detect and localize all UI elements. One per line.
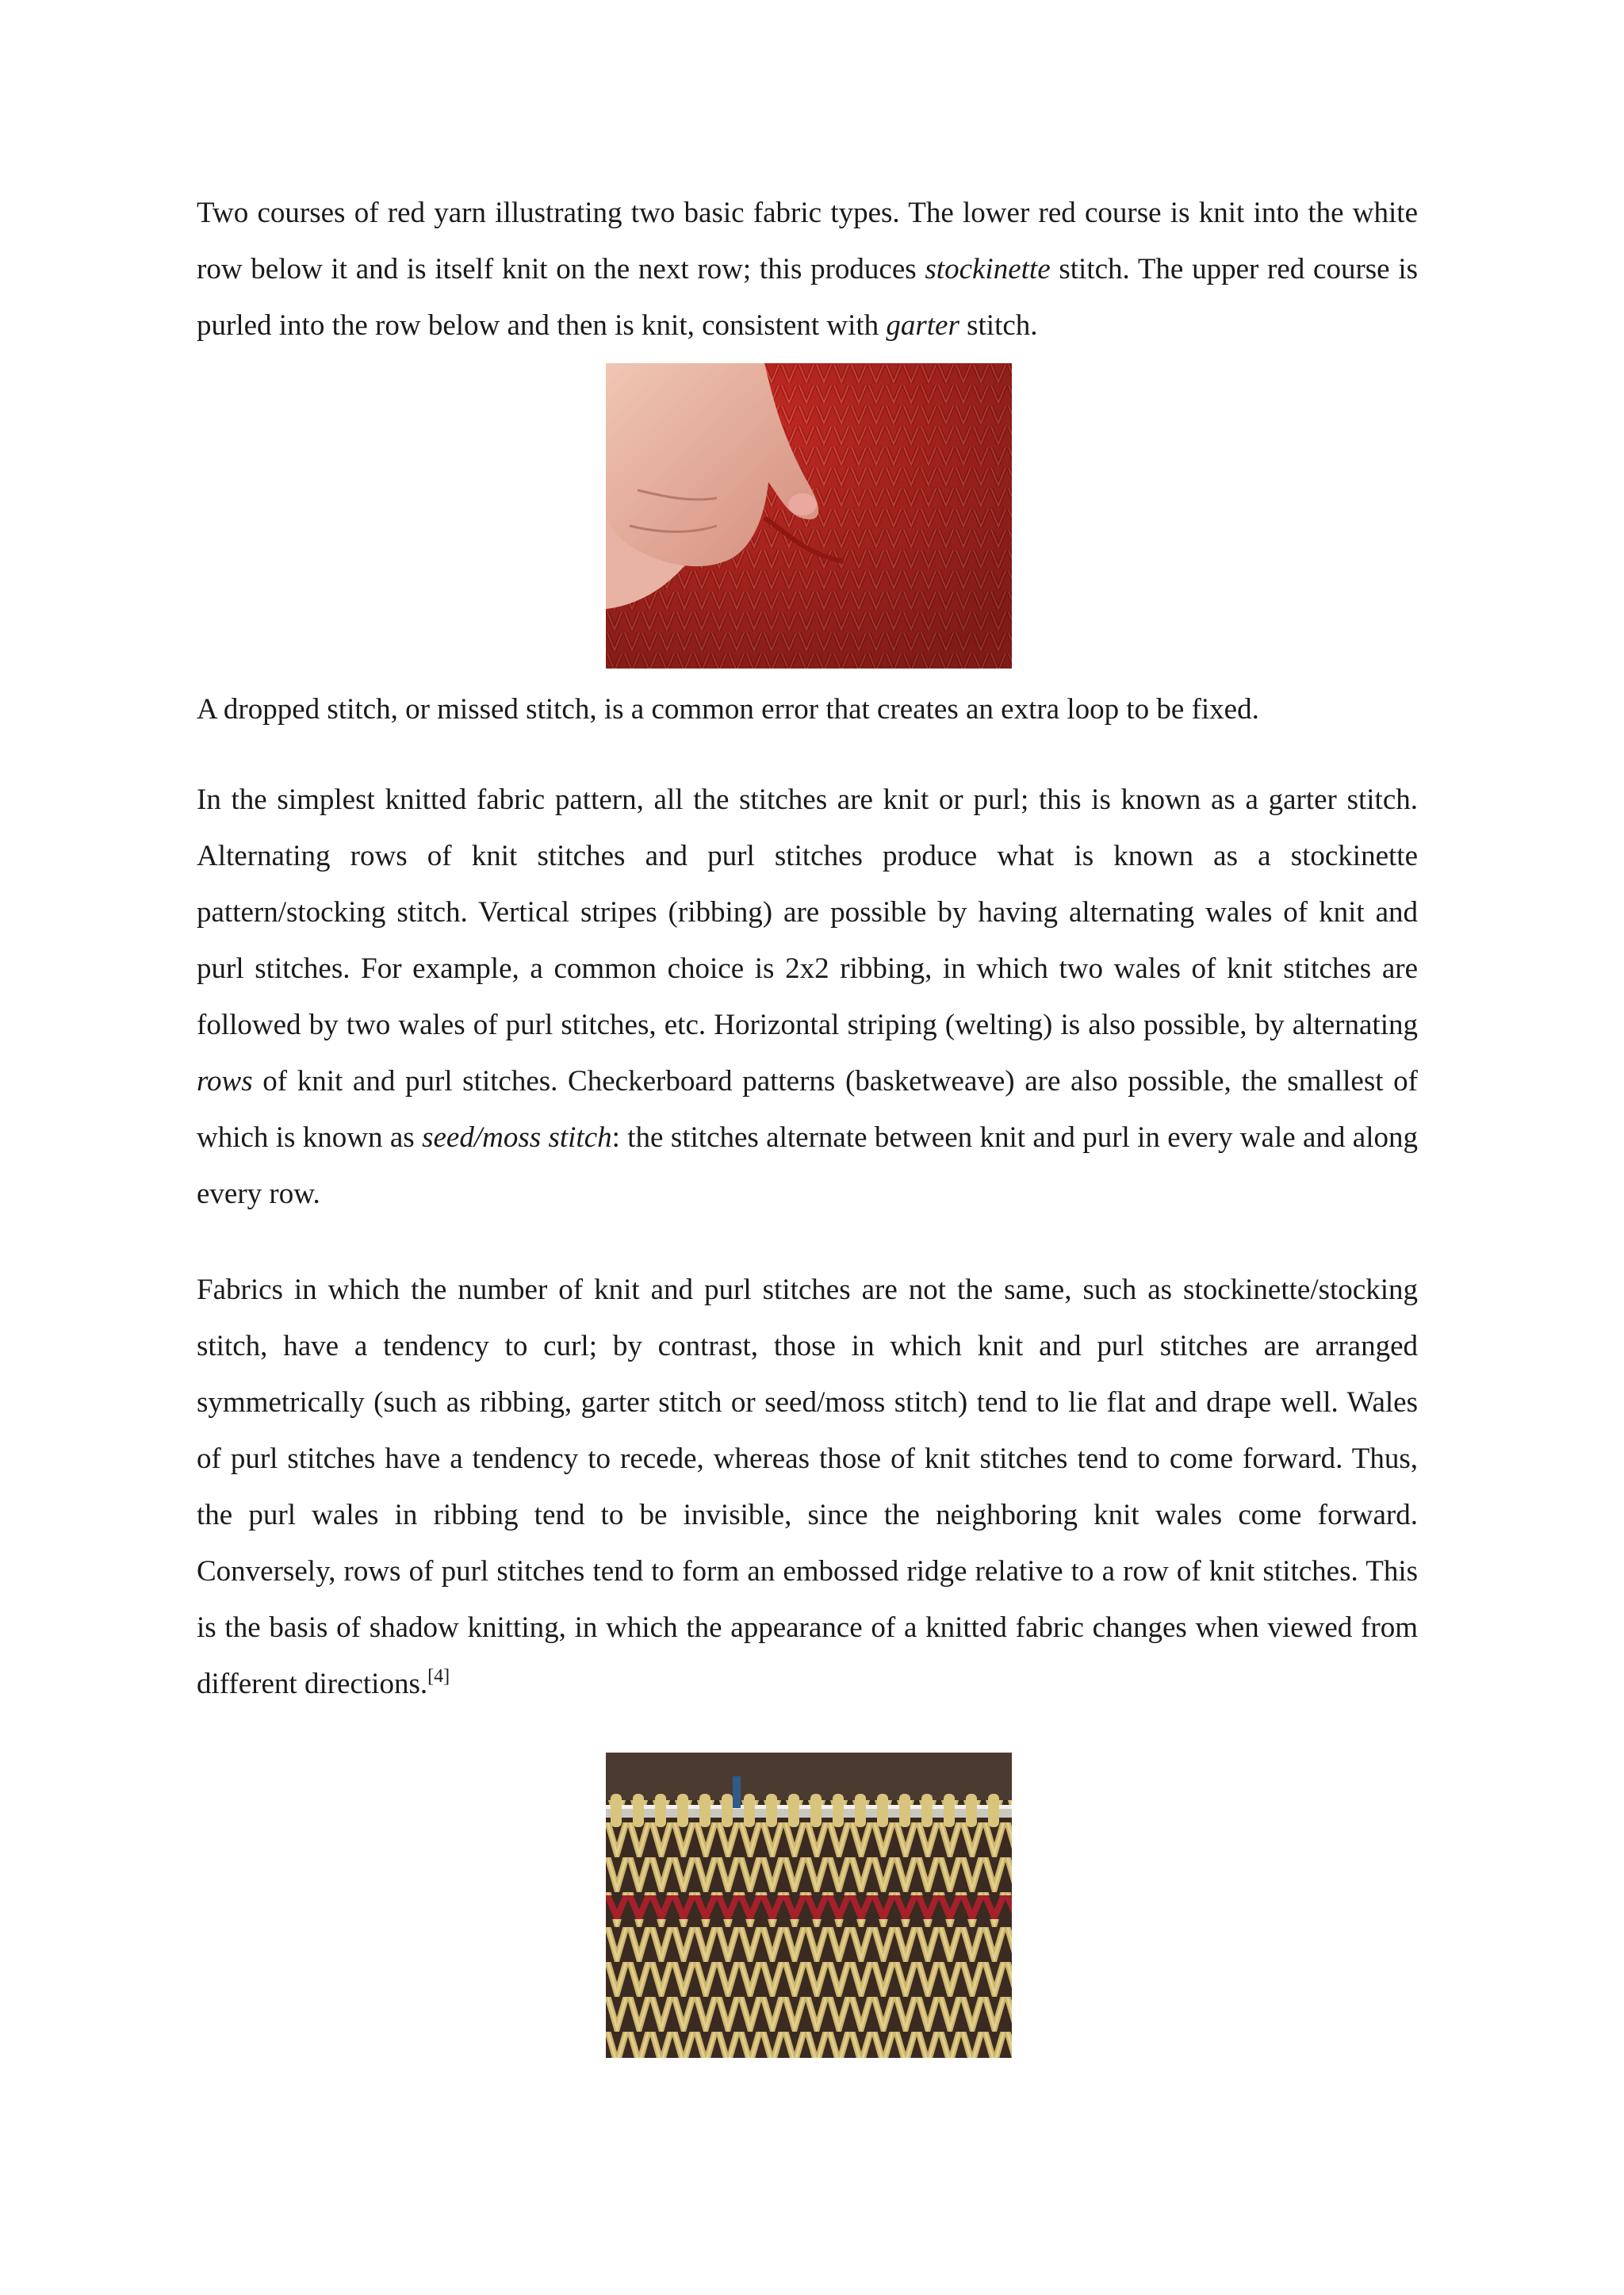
text-segment: stitch. The upper red course is purled into the row below and then is knit, consistent with — [197, 253, 1418, 342]
italic-term: rows — [197, 1065, 253, 1098]
text-segment: : the stitches alternate between knit and purl in every wale and along every row. — [197, 1121, 1418, 1210]
knitting-needle-illustration — [606, 1753, 1012, 2058]
text-segment: A dropped stitch, or missed stitch, is a common error that creates an extra loop to be fixed. — [197, 693, 1259, 726]
italic-term: seed/moss stitch — [422, 1121, 612, 1154]
footnote-reference[interactable]: [4] — [427, 1666, 450, 1687]
text-segment: stitch. — [959, 309, 1038, 342]
text-segment: of knit and purl stitches. Checkerboard patterns (basketweave) are also possible, the smallest of which is known as — [197, 1065, 1418, 1154]
paragraph-stitch-types — [197, 185, 1418, 354]
text-segment: Two courses of red yarn illustrating two basic fabric types. The lower red course is knit into the white row below it and is itself knit on the next row; this produces — [197, 197, 1418, 285]
text-segment: In the simplest knitted fabric pattern, all the stitches are knit or purl; this is known as a garter stitch. Alternating rows of knit stitches and purl stitches produce what is known as a stockinette pattern/stocking stitch. Vertical stripes (ribbing) are possible by having alternating wales of knit and purl stitches. For example, a common choice is 2x2 ribbing, in which two wales of knit stitches are followed by two wales of purl stitches, etc. Horizontal striping (welting) is also possible, by alternating — [197, 784, 1418, 1041]
paragraph-fabric-patterns — [197, 772, 1418, 1222]
dropped-stitch-photo — [606, 363, 1012, 669]
paragraph-curl-and-shadow-knitting — [197, 1262, 1418, 1712]
dropped-stitch-illustration — [606, 363, 1012, 669]
italic-term: garter — [886, 309, 959, 342]
italic-term: stockinette — [925, 253, 1051, 285]
knitting-needle-photo — [606, 1753, 1012, 2058]
paragraph-dropped-stitch-caption — [197, 681, 1418, 738]
text-segment: Fabrics in which the number of knit and purl stitches are not the same, such as stockinette/stocking stitch, have a tendency to curl; by contrast, those in which knit and purl stitches are arranged symmetrically (such as ribbing, garter stitch or seed/moss stitch) tend to lie flat and drape well. Wales of purl stitches have a tendency to recede, whereas those of knit stitches tend to come forward. Thus, the purl wales in ribbing tend to be invisible, since the neighboring knit wales come forward. Conversely, rows of purl stitches tend to form an embossed ridge relative to a row of knit stitches. This is the basis of shadow knitting, in which the appearance of a knitted fabric changes when viewed from different directions. — [197, 1274, 1418, 1700]
